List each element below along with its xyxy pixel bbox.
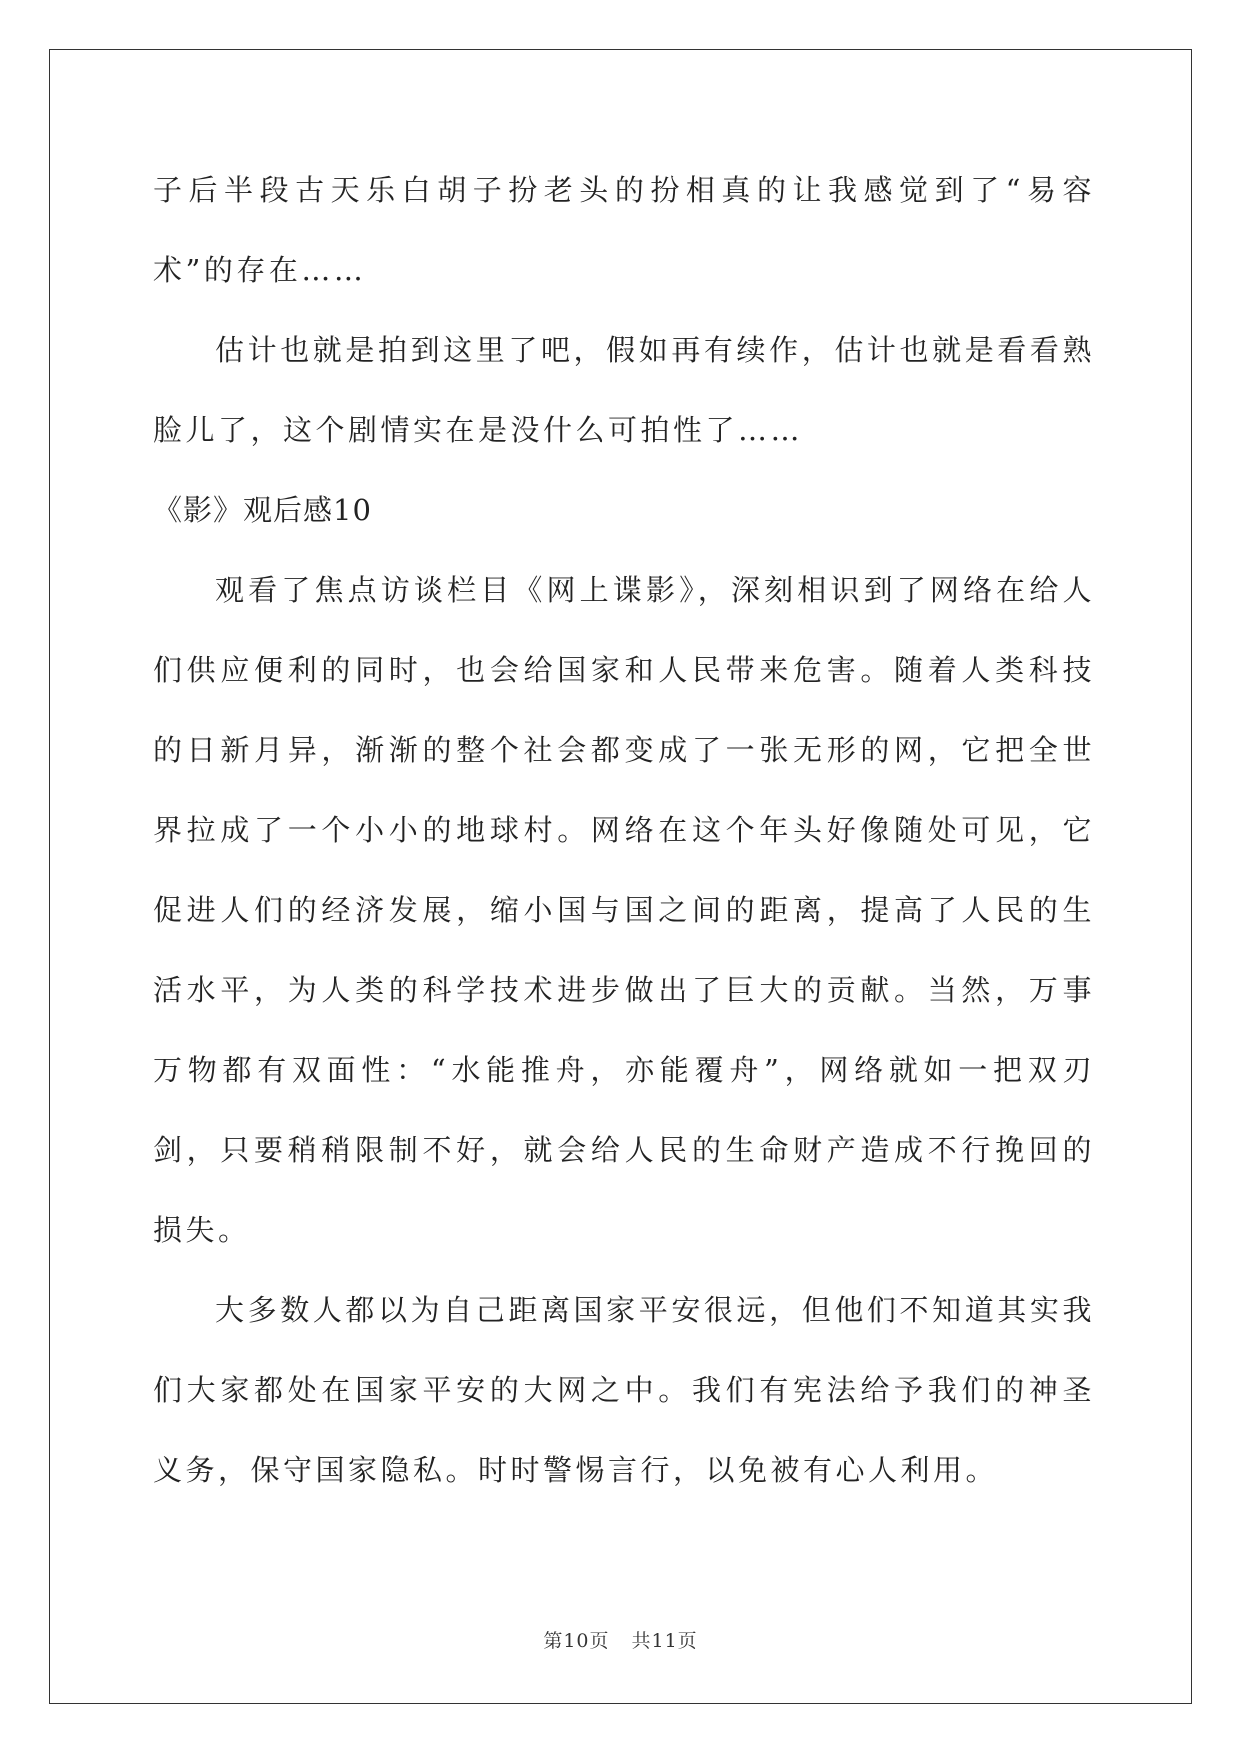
paragraph: 大多数人都以为自己距离国家平安很远，但他们不知道其实我们大家都处在国家平安的大网之中。我们有宪法给予我们的神圣义务，保守国家隐私。时时警惕言行，以免被有心人利用。 bbox=[153, 1293, 1095, 1487]
page-number: 第10页 bbox=[543, 1630, 610, 1652]
page-total: 共11页 bbox=[631, 1630, 698, 1652]
paragraph-continuation: 子后半段古天乐白胡子扮老头的扮相真的让我感觉到了“易容术”的存在…… bbox=[153, 173, 1095, 287]
paragraph: 估计也就是拍到这里了吧，假如再有续作，估计也就是看看熟脸儿了，这个剧情实在是没什么可拍性了…… bbox=[153, 333, 1095, 447]
document-body bbox=[153, 150, 1095, 1510]
paragraph: 观看了焦点访谈栏目《网上谍影》，深刻相识到了网络在给人们供应便利的同时，也会给国家和人民带来危害。随着人类科技的日新月异，渐渐的整个社会都变成了一张无形的网，它把全世界拉成了一个小小的地球村。网络在这个年头好像随处可见，它促进人们的经济发展，缩小国与国之间的距离，提高了人民的生活水平，为人类的科学技术进步做出了巨大的贡献。当然，万事万物都有双面性：“水能推舟，亦能覆舟”，网络就如一把双刃剑，只要稍稍限制不好，就会给人民的生命财产造成不行挽回的损失。 bbox=[153, 573, 1095, 1247]
page-footer bbox=[0, 1626, 1241, 1653]
section-heading: 《影》观后感10 bbox=[153, 493, 372, 527]
